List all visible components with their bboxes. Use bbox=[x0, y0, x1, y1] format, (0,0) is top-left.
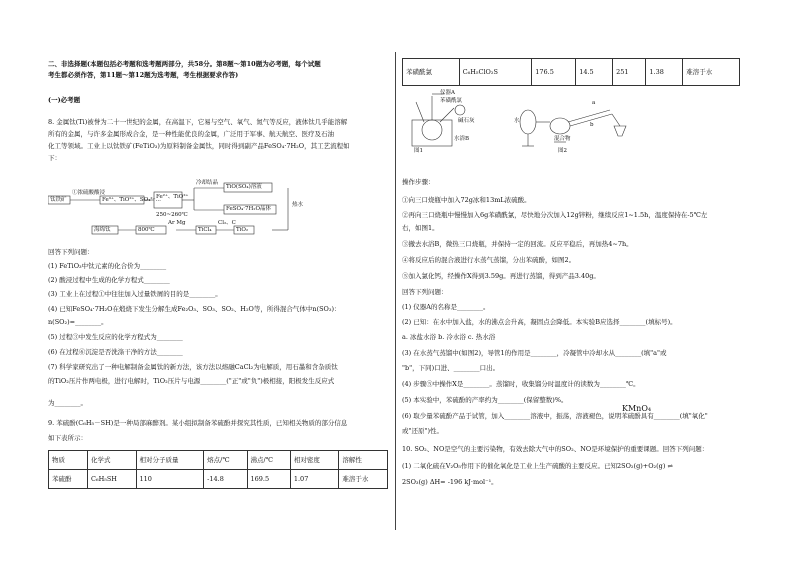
apparatus-figure-2 bbox=[514, 92, 634, 158]
q8-1: (1) FeTiO₃中钛元素的化合价为________ bbox=[48, 262, 167, 270]
flow-step3: 冷却结晶 bbox=[196, 180, 219, 186]
fig2-part-a: a bbox=[592, 100, 596, 106]
table-cell: 苯磺酰氯 bbox=[403, 59, 460, 86]
table-header-cell: 溶解性 bbox=[339, 451, 388, 470]
left-column bbox=[48, 0, 388, 562]
table-header-cell: 相对分子质量 bbox=[136, 451, 204, 470]
flow-box7: 海绵钛 bbox=[94, 227, 111, 233]
fig2-label: 图2 bbox=[558, 148, 567, 154]
flow-box3: TiO(SO₄)溶液 bbox=[226, 184, 262, 190]
flow-box6: TiCl₄ bbox=[198, 227, 212, 233]
table-header-row bbox=[49, 451, 388, 470]
q8-4: (4) 已知FeSO₄·7H₂O在煅烧下发生分解生成Fe₂O₃、SO₃、SO₂、H₂O等，所得混合气体中n(SO₃)： bbox=[48, 305, 341, 313]
table-header-cell: 化学式 bbox=[87, 451, 136, 470]
table-header-cell: 物质 bbox=[49, 451, 88, 470]
right-column bbox=[402, 0, 748, 562]
flow-c1: Cl₂、C bbox=[218, 220, 236, 226]
flow-c3: 热水 bbox=[292, 202, 304, 208]
q8-2: (2) 酸浸过程中生成的化学方程式________ bbox=[48, 276, 170, 284]
table-cell: 苯硫酚 bbox=[49, 470, 88, 489]
fig1-part-c: 碱石灰 bbox=[458, 118, 475, 124]
table-cell: -14.8 bbox=[204, 470, 247, 489]
q8-7: (7) 科学家研究出了一种电解制备金属钛的新方法，该方法以熔融CaCl₂为电解质，用石墨和含杂质钛 bbox=[48, 363, 338, 371]
q9-5: (5) 本实验中，苯硫酚的产率约为________(保留整数)%。 bbox=[402, 396, 568, 404]
flow-step1: ①浓硫酸酸浸 bbox=[72, 190, 106, 196]
section-title: 二、非选择题(本题包括必考题和选考题两部分，共58分。第8题～第10题为必考题，每个试题 bbox=[48, 60, 321, 68]
q10-text: 10. SO₂、NO是空气的主要污染物，有效去除大气中的SO₂、NO是环境保护的重要课题。回答下列问题： bbox=[402, 445, 709, 453]
q9-4: (4) 步骤⑤中操作X是________。蒸馏时，收集馏分时温度计的读数为________℃。 bbox=[402, 380, 640, 388]
q9-3: (3) 在水蒸气蒸馏中(如图2)，导管1的作用是________，冷凝管中冷却水从________(填"a"或 bbox=[402, 349, 667, 357]
fig2-part-b: b bbox=[590, 122, 594, 128]
table-header-cell: 熔点/℃ bbox=[204, 451, 247, 470]
q8-text-3: 化工等领域。工业上以钛铁矿(FeTiO₃)为原料制备金属钛，同时得到副产品FeSO₄·7H₂O，其工艺流程如 bbox=[48, 142, 350, 150]
fig2-part-mixture: 混合物 bbox=[554, 136, 571, 142]
q10-1: (1) 二氧化硫在V₂O₅作用下的催化氧化是工业上生产硫酸的主要反应。已知2SO₂(g)+O₂(g) ⇌ bbox=[402, 462, 673, 470]
fig1-label: 图1 bbox=[414, 148, 423, 154]
q8-5: (5) 过程③中发生反应的化学方程式为________ bbox=[48, 333, 183, 341]
q8-text-2: 所有的金属，与许多金属形成合金，是一种性能优良的金属，广泛用于军事、航天航空、医疗及石油 bbox=[48, 130, 334, 138]
table-cell: C₆H₅SH bbox=[87, 470, 136, 489]
fig1-part-b: 苯磺酰氯 bbox=[440, 98, 463, 104]
q8-text-1: 8. 金属钛(Ti)被誉为二十一世纪的金属，在高温下，它易与空气、氧气、氮气等反应，液体钛几乎能溶解 bbox=[48, 118, 348, 126]
kmno4-formula: KMnO₄ bbox=[622, 404, 652, 413]
flow-box5: TiO₂ bbox=[236, 227, 249, 233]
table-cell: 176.5 bbox=[532, 59, 576, 86]
q9-6b: 或"还原")性。 bbox=[402, 427, 444, 435]
flow-start: 钛铁矿 bbox=[50, 197, 67, 203]
steps-heading: 操作步骤： bbox=[402, 178, 435, 186]
column-divider bbox=[395, 52, 396, 530]
fig1-part-d: 水浴B bbox=[454, 136, 470, 142]
answer-prompt-right: 回答下列问题： bbox=[402, 288, 448, 296]
flow-temp: 250~260℃ bbox=[156, 212, 188, 218]
continued-table bbox=[402, 58, 740, 86]
q9-3b: "b"，下同)口进、________口出。 bbox=[402, 364, 500, 372]
q8-text-4: 下： bbox=[48, 154, 61, 162]
table-row bbox=[49, 470, 388, 489]
flow-c5: 800℃ bbox=[138, 227, 155, 233]
table-cell: 110 bbox=[136, 470, 204, 489]
q9-2-options: a. 冰盐水浴 b. 冷水浴 c. 热水浴 bbox=[402, 333, 496, 341]
flow-c2: Ar Mg bbox=[168, 220, 186, 226]
q8-6: (6) 在过程⑥沉淀是否洗涤干净的方法________ bbox=[48, 348, 183, 356]
step-4: ④将反应后的混合液进行水蒸气蒸馏，分出苯硫酚，如图2。 bbox=[402, 256, 576, 264]
table-cell: 251 bbox=[613, 59, 646, 86]
q9-text-2: 如下表所示： bbox=[48, 434, 87, 442]
step-3: ③撤去水浴B，微热三口烧瓶，并保持一定的回流。反应平稳后，再加热4~7h。 bbox=[402, 240, 633, 248]
q8-3: (3) 工业上在过程①中往往加入过量铁屑的目的是________。 bbox=[48, 290, 222, 298]
table-cell: C₆H₅ClO₂S bbox=[459, 59, 532, 86]
flow-box1: Fe³⁺、TiO²⁺、SO₄²⁻… bbox=[102, 197, 162, 203]
q8-7c: 为________。 bbox=[48, 399, 87, 407]
process-flowchart bbox=[48, 178, 338, 240]
q8-4b: n(SO₂)=________。 bbox=[48, 318, 108, 326]
required-heading: (一)必考题 bbox=[48, 96, 81, 104]
step-5: ⑤加入氯化钙，经操作X得到3.59g。再进行蒸馏，得到产品3.40g。 bbox=[402, 272, 600, 280]
fig2-part-water: 水 bbox=[514, 118, 520, 124]
q9-2: (2) 已知：在水中加入盐，水的沸点会升高，凝固点会降低。本实验B应选择________(填标号)。 bbox=[402, 318, 677, 326]
table-cell: 14.5 bbox=[576, 59, 613, 86]
table-header-cell: 沸点/℃ bbox=[247, 451, 290, 470]
table-row bbox=[403, 59, 740, 86]
table-cell: 难溶于水 bbox=[339, 470, 388, 489]
q9-1: (1) 仪器A的名称是________。 bbox=[402, 303, 490, 311]
q9-6: (6) 取少量苯硫酚产品于试管，加入________溶液中，振荡，溶液褪色，说明苯硫酚具有________(填"氧化" bbox=[402, 412, 708, 420]
fig1-part-a: 仪器A bbox=[440, 90, 455, 96]
table-cell: 169.5 bbox=[247, 470, 290, 489]
q8-7b: 的TiO₂压片作两电极，进行电解时，TiO₂压片与电源________("正"或"负")极相接，阳极发生反应式 bbox=[48, 377, 335, 385]
section-title-2: 考生都必须作答，第11题～第12题为选考题，考生根据要求作答) bbox=[48, 71, 239, 79]
step-2: ②再向三口烧瓶中慢慢加入6g苯磺酰氯，尽快地分次加入12g锌粉，继续反应1~1.5h，温度保持在-5℃左 bbox=[402, 211, 708, 219]
step-1: ①向三口烧瓶中加入72g冰和13mL浓硫酸。 bbox=[402, 196, 531, 204]
table-cell: 1.38 bbox=[646, 59, 683, 86]
properties-table bbox=[48, 450, 388, 489]
step-2b: 右，如图1。 bbox=[402, 224, 439, 232]
table-cell: 难溶于水 bbox=[683, 59, 740, 86]
table-header-cell: 相对密度 bbox=[290, 451, 339, 470]
flow-box2: Fe²⁺、TiO²⁺ bbox=[156, 194, 189, 200]
q9-text-1: 9. 苯硫酚(C₆H₅－SH)是一种局部麻醉剂。某小组拟制备苯硫酚并探究其性质，已知相关物质的部分信息 bbox=[48, 419, 348, 427]
table-cell: 1.07 bbox=[290, 470, 339, 489]
answer-prompt: 回答下列问题： bbox=[48, 248, 94, 256]
apparatus-figure-1 bbox=[410, 88, 490, 158]
q10-2: 2SO₃(g) ΔH= -196 kJ·mol⁻¹。 bbox=[402, 478, 498, 486]
flow-box4: FeSO₄·7H₂O晶体 bbox=[226, 206, 272, 212]
